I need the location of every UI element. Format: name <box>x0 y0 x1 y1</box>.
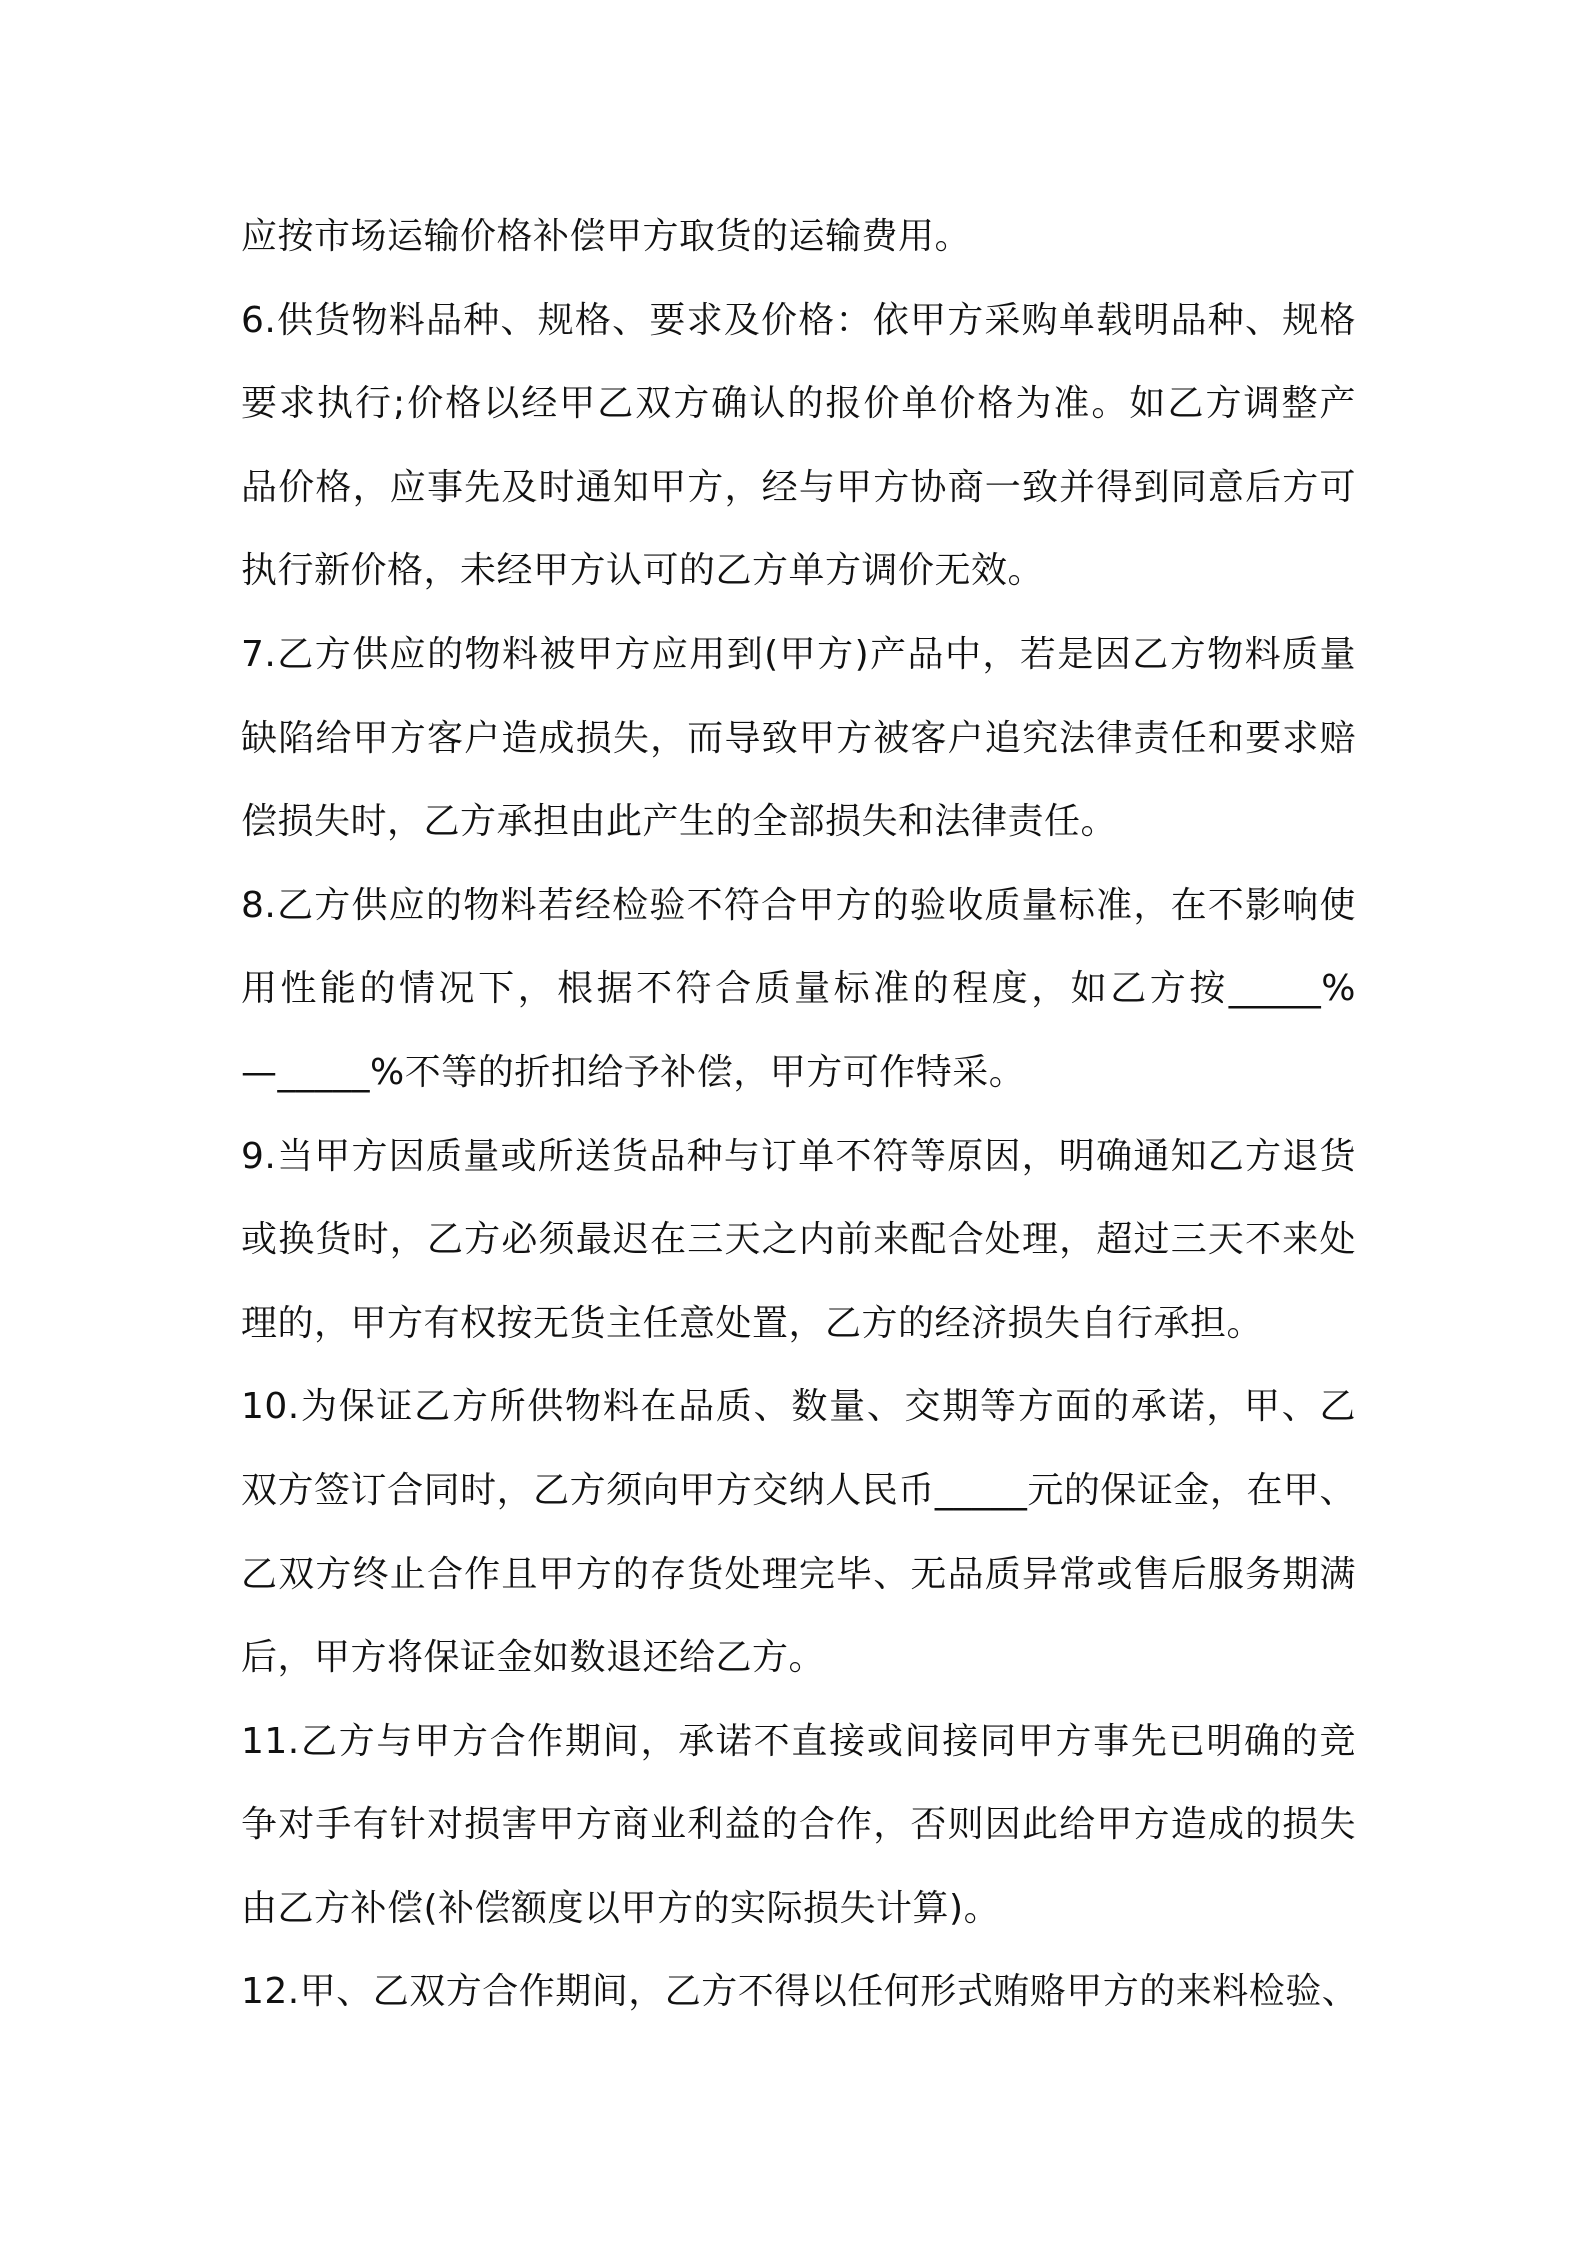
text-line: 10.为保证乙方所供物料在品质、数量、交期等方面的承诺，甲、乙 <box>241 1386 1356 1428</box>
clause-9 <box>241 1115 1356 1366</box>
text-line: 9.当甲方因质量或所送货品种与订单不符等原因，明确通知乙方退货 <box>241 1135 1356 1177</box>
contract-body <box>241 195 1359 2034</box>
text-line: 由乙方补偿(补偿额度以甲方的实际损失计算)。 <box>241 1887 1001 1929</box>
text-line: 执行新价格，未经甲方认可的乙方单方调价无效。 <box>241 550 1045 592</box>
text-line: 用性能的情况下，根据不符合质量标准的程度，如乙方按_____% <box>241 968 1356 1010</box>
text-line: 争对手有针对损害甲方商业利益的合作，否则因此给甲方造成的损失 <box>241 1804 1356 1846</box>
text-line: 应按市场运输价格补偿甲方取货的运输费用。 <box>241 216 972 257</box>
text-line: 理的，甲方有权按无货主任意处置，乙方的经济损失自行承担。 <box>241 1302 1264 1344</box>
text-line: 或换货时，乙方必须最迟在三天之内前来配合处理，超过三天不来处 <box>241 1219 1356 1261</box>
clause-6 <box>241 279 1356 613</box>
text-line: 双方签订合同时，乙方须向甲方交纳人民币_____元的保证金，在甲、 <box>241 1469 1356 1511</box>
text-line: 乙双方终止合作且甲方的存货处理完毕、无品质异常或售后服务期满 <box>241 1553 1356 1595</box>
text-line: 偿损失时，乙方承担由此产生的全部损失和法律责任。 <box>241 801 1118 843</box>
clause-8 <box>241 864 1356 1115</box>
text-line: 品价格，应事先及时通知甲方，经与甲方协商一致并得到同意后方可 <box>241 466 1356 508</box>
text-line: 后，甲方将保证金如数退还给乙方。 <box>241 1637 826 1679</box>
text-line: 8.乙方供应的物料若经检验不符合甲方的验收质量标准，在不影响使 <box>241 884 1356 926</box>
text-line: 缺陷给甲方客户造成损失，而导致甲方被客户追究法律责任和要求赔 <box>241 717 1356 759</box>
text-line: —_____%不等的折扣给予补偿，甲方可作特采。 <box>241 1051 1026 1093</box>
text-line: 11.乙方与甲方合作期间，承诺不直接或间接同甲方事先已明确的竞 <box>241 1720 1356 1762</box>
text-line: 12.甲、乙双方合作期间，乙方不得以任何形式贿赂甲方的来料检验、 <box>241 1971 1359 2013</box>
clause-10 <box>241 1365 1356 1699</box>
clause-11 <box>241 1700 1356 1951</box>
text-line: 7.乙方供应的物料被甲方应用到(甲方)产品中，若是因乙方物料质量 <box>241 633 1356 675</box>
paragraph-transport-cost <box>241 195 1356 279</box>
clause-12 <box>241 1950 1359 2034</box>
text-line: 6.供货物料品种、规格、要求及价格：依甲方采购单载明品种、规格 <box>241 299 1356 341</box>
clause-7 <box>241 613 1356 864</box>
text-line: 要求执行;价格以经甲乙双方确认的报价单价格为准。如乙方调整产 <box>241 383 1356 425</box>
